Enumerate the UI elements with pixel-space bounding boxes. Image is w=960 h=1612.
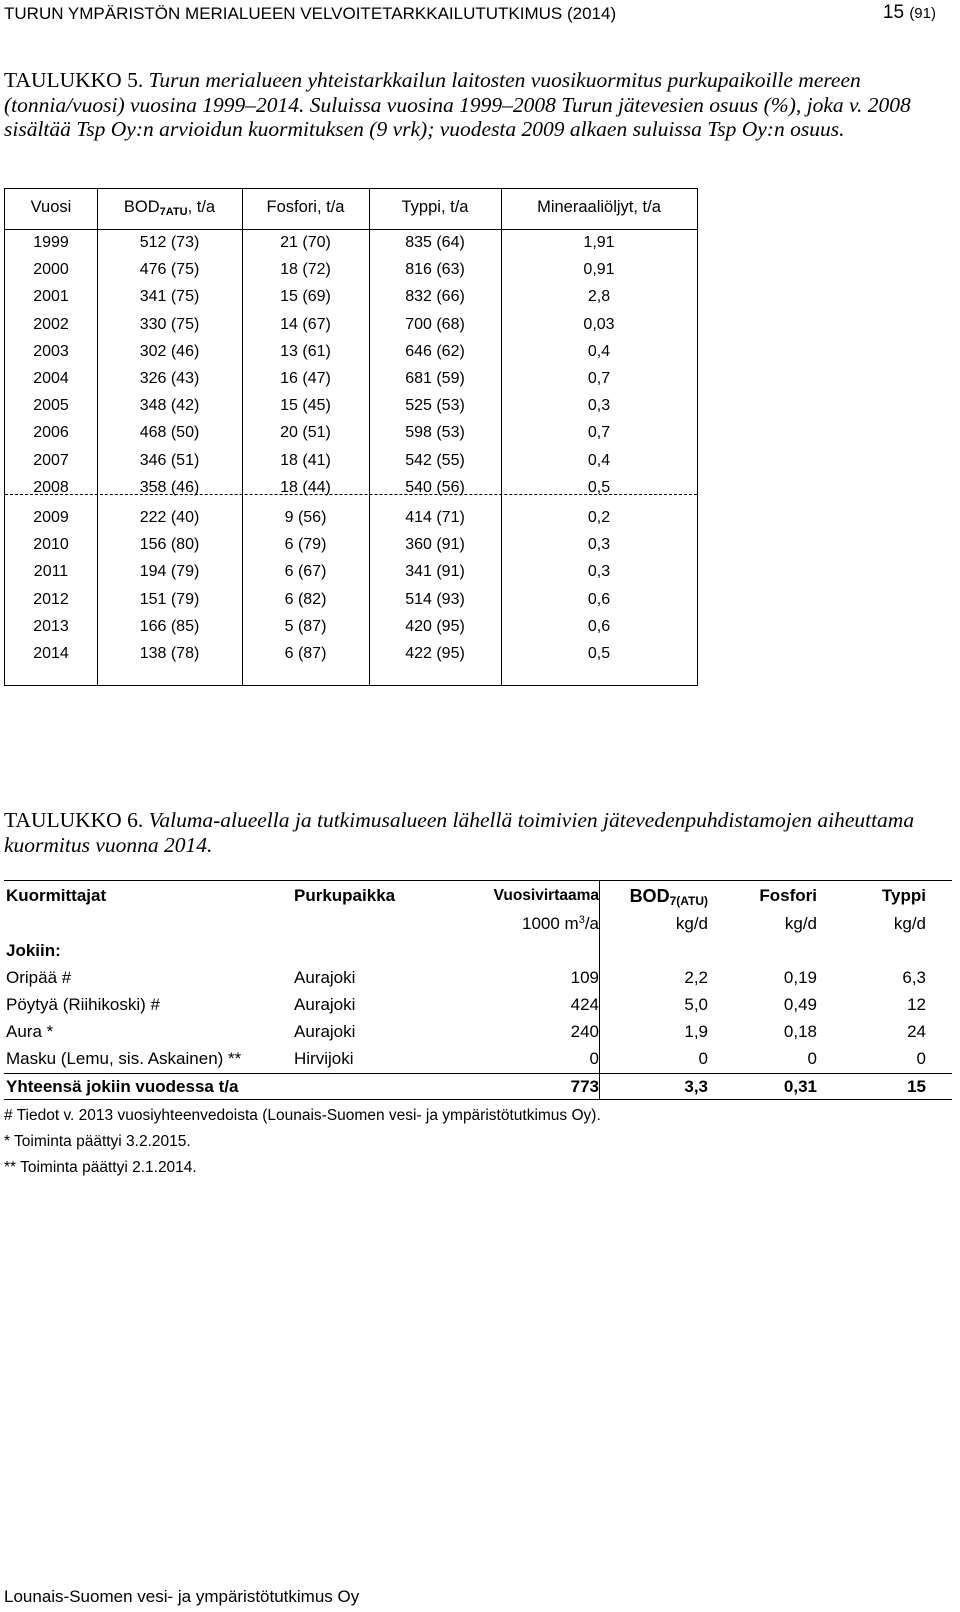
table5-cell-year: 2010 bbox=[33, 536, 69, 554]
table6-cell-phosphorus: 0,18 bbox=[783, 1022, 817, 1041]
table6-label: TAULUKKO 6. bbox=[4, 808, 144, 832]
table5-cell-year: 2008 bbox=[33, 478, 69, 496]
table5-cell-phosphorus: 14 (67) bbox=[280, 315, 331, 333]
table5-cell-bod: 151 (79) bbox=[139, 590, 200, 608]
table5-cell-year: 2003 bbox=[33, 342, 69, 360]
table5-cell-phosphorus: 15 (45) bbox=[280, 397, 331, 415]
table5-cell-year: 2007 bbox=[33, 451, 69, 469]
table5-cell-nitrogen: 341 (91) bbox=[405, 563, 465, 581]
table5-cell-nitrogen: 681 (59) bbox=[405, 370, 465, 387]
table5-cell-phosphorus: 18 (41) bbox=[280, 451, 331, 469]
note-masku: ** Toiminta päättyi 2.1.2014. bbox=[4, 1159, 197, 1176]
header-year: Vuosi bbox=[30, 198, 72, 216]
table6-cell-outlet: Aurajoki bbox=[294, 968, 356, 987]
table5-cell-phosphorus: 20 (51) bbox=[280, 424, 331, 442]
table5-cell-oil: 0,4 bbox=[587, 342, 611, 360]
total-bod: 3,3 bbox=[684, 1077, 708, 1096]
table5-cell-bod: 326 (43) bbox=[139, 370, 200, 387]
unit-flow-sup: 3 bbox=[578, 914, 585, 926]
header-phosphorus: Fosfori, t/a bbox=[266, 198, 345, 216]
table5 bbox=[4, 188, 698, 686]
table5-cell-year: 2002 bbox=[33, 315, 69, 333]
table5-cell-oil: 0,91 bbox=[583, 261, 615, 279]
table5-cell-phosphorus: 9 (56) bbox=[284, 509, 327, 526]
table5-caption-text: Turun merialueen yhteistarkkailun laitosten vuosikuormitus purkupaikoille mereen (tonnia/vuosi) vuosina 1999–2014. Suluissa vuosina 1999–2008 Turun jätevesien osuus (%), joka v. 2008 sisältää Tsp Oy:n arvioidun kuormituksen (9 vrk); vuodesta 2009 alkaen suluissa Tsp Oy:n osuus. bbox=[4, 68, 911, 141]
table6-cell-flow: 424 bbox=[570, 995, 599, 1014]
table6-caption-text: Valuma-alueella ja tutkimusalueen lähellä toimivien jätevedenpuhdistamojen aiheuttama kuormitus vuonna 2014. bbox=[4, 808, 915, 857]
table6-cell-bod: 0 bbox=[698, 1049, 708, 1068]
table5-cell-oil: 0,3 bbox=[587, 397, 611, 415]
table5-cell-phosphorus: 6 (82) bbox=[284, 590, 327, 608]
table5-cell-nitrogen: 525 (53) bbox=[405, 397, 465, 415]
header-outlet: Purkupaikka bbox=[294, 886, 396, 905]
table6-cell-loader: Aura * bbox=[6, 1022, 54, 1041]
header-nitrogen: Typpi bbox=[881, 886, 926, 905]
col-divider bbox=[599, 880, 600, 1099]
table5-cell-phosphorus: 6 (87) bbox=[284, 645, 327, 662]
table6-cell-outlet: Aurajoki bbox=[294, 1022, 356, 1041]
table5-cell-bod: 222 (40) bbox=[139, 509, 200, 526]
table5-cell-bod: 346 (51) bbox=[139, 451, 200, 469]
table6-cell-phosphorus: 0,19 bbox=[783, 968, 817, 987]
table6-cell-nitrogen: 6,3 bbox=[902, 968, 926, 987]
header-bod-unit: , t/a bbox=[187, 198, 216, 216]
table5-cell-oil: 0,2 bbox=[587, 509, 611, 526]
table5-cell-phosphorus: 6 (79) bbox=[284, 536, 327, 554]
total-label: Yhteensä jokiin vuodessa t/a bbox=[6, 1077, 239, 1096]
header-bod-text: BOD bbox=[629, 886, 670, 906]
table6-total-rule bbox=[4, 1073, 952, 1074]
header-bod bbox=[97, 198, 242, 218]
table5-cell-nitrogen: 414 (71) bbox=[405, 509, 465, 526]
table5-cell-nitrogen: 360 (91) bbox=[405, 536, 465, 554]
unit-bod: kg/d bbox=[675, 914, 708, 933]
table5-cell-nitrogen: 646 (62) bbox=[405, 342, 465, 360]
table6-cell-nitrogen: 24 bbox=[907, 1022, 926, 1041]
table6-cell-nitrogen: 12 bbox=[907, 995, 926, 1014]
header-oil: Mineraaliöljyt, t/a bbox=[537, 198, 661, 216]
table6-cell-bod: 1,9 bbox=[684, 1022, 708, 1041]
table5-cell-bod: 302 (46) bbox=[139, 342, 200, 360]
table5-cell-bod: 512 (73) bbox=[139, 234, 200, 251]
running-header-title: TURUN YMPÄRISTÖN MERIALUEEN VELVOITETARKKAILUTUTKIMUS (2014) bbox=[4, 4, 617, 23]
table5-cell-nitrogen: 816 (63) bbox=[405, 261, 465, 279]
header-separator bbox=[5, 229, 697, 230]
unit-flow-prefix: 1000 m bbox=[521, 914, 579, 933]
page-total: (91) bbox=[909, 5, 936, 22]
table6-cell-bod: 2,2 bbox=[684, 968, 708, 987]
table5-cell-nitrogen: 835 (64) bbox=[405, 234, 465, 251]
table5-cell-oil: 1,91 bbox=[583, 234, 615, 251]
table5-label: TAULUKKO 5. bbox=[4, 68, 144, 92]
table5-cell-phosphorus: 21 (70) bbox=[280, 234, 331, 251]
table5-cell-oil: 0,5 bbox=[587, 645, 611, 662]
table6-cell-flow: 0 bbox=[589, 1049, 599, 1068]
table5-cell-oil: 2,8 bbox=[587, 288, 611, 306]
table5-cell-year: 2009 bbox=[33, 509, 69, 526]
header-flow: Vuosivirtaama bbox=[493, 887, 599, 904]
table5-cell-oil: 0,03 bbox=[583, 315, 615, 333]
table5-cell-phosphorus: 18 (72) bbox=[280, 261, 331, 279]
table6-cell-phosphorus: 0 bbox=[807, 1049, 817, 1068]
table5-cell-oil: 0,6 bbox=[587, 590, 611, 608]
table5-cell-nitrogen: 540 (56) bbox=[405, 478, 465, 496]
table5-cell-year: 2013 bbox=[33, 617, 69, 635]
unit-flow-suffix: /a bbox=[584, 914, 599, 933]
table5-cell-oil: 0,3 bbox=[587, 536, 611, 554]
table5-cell-year: 2006 bbox=[33, 424, 69, 442]
table5-cell-phosphorus: 18 (44) bbox=[280, 478, 331, 496]
table5-cell-year: 2000 bbox=[33, 261, 69, 279]
table5-cell-nitrogen: 832 (66) bbox=[405, 288, 465, 306]
table6-cell-outlet: Hirvijoki bbox=[294, 1049, 354, 1068]
table5-cell-year: 1999 bbox=[33, 234, 69, 251]
table5-cell-year: 2011 bbox=[33, 563, 69, 581]
table5-cell-phosphorus: 13 (61) bbox=[280, 342, 331, 360]
table5-cell-oil: 0,4 bbox=[587, 451, 611, 469]
table6-top-rule bbox=[4, 880, 952, 881]
header-bod bbox=[630, 886, 708, 908]
table5-cell-year: 2014 bbox=[33, 645, 69, 662]
header-bod-sub: 7(ATU) bbox=[669, 894, 708, 908]
unit-flow bbox=[522, 914, 599, 934]
header-bod-text: BOD bbox=[123, 198, 160, 216]
table5-cell-bod: 156 (80) bbox=[139, 536, 200, 554]
header-phosphorus: Fosfori bbox=[759, 886, 817, 905]
table5-cell-year: 2001 bbox=[33, 288, 69, 306]
table5-cell-bod: 476 (75) bbox=[139, 261, 200, 279]
table6-cell-loader: Pöytyä (Riihikoski) # bbox=[6, 995, 160, 1014]
table6-cell-phosphorus: 0,49 bbox=[783, 995, 817, 1014]
table6-cell-flow: 240 bbox=[570, 1022, 599, 1041]
table5-cell-nitrogen: 598 (53) bbox=[405, 424, 465, 442]
table5-caption bbox=[4, 68, 952, 142]
page-current: 15 bbox=[882, 2, 905, 23]
page-footer: Lounais-Suomen vesi- ja ympäristötutkimus Oy bbox=[4, 1587, 360, 1606]
table5-cell-bod: 330 (75) bbox=[139, 315, 200, 333]
header-bod-sub: 7ATU bbox=[159, 206, 188, 218]
table6-cell-nitrogen: 0 bbox=[916, 1049, 926, 1068]
table6-cell-outlet: Aurajoki bbox=[294, 995, 356, 1014]
table6-cell-flow: 109 bbox=[570, 968, 599, 987]
total-phosphorus: 0,31 bbox=[783, 1077, 817, 1096]
group-label: Jokiin: bbox=[6, 941, 61, 960]
table6-cell-bod: 5,0 bbox=[684, 995, 708, 1014]
table5-cell-oil: 0,6 bbox=[587, 617, 611, 635]
table6-caption bbox=[4, 808, 952, 857]
table5-cell-bod: 341 (75) bbox=[139, 288, 200, 306]
unit-nitrogen: kg/d bbox=[893, 914, 926, 933]
table5-cell-bod: 138 (78) bbox=[139, 645, 200, 662]
table5-cell-bod: 468 (50) bbox=[139, 424, 200, 442]
table6-cell-loader: Oripää # bbox=[6, 968, 72, 987]
table5-cell-nitrogen: 514 (93) bbox=[405, 590, 465, 608]
table5-cell-year: 2012 bbox=[33, 590, 69, 608]
table5-cell-phosphorus: 6 (67) bbox=[284, 563, 327, 581]
header-loader: Kuormittajat bbox=[6, 886, 107, 905]
note-source: # Tiedot v. 2013 vuosiyhteenvedoista (Lounais-Suomen vesi- ja ympäristötutkimus Oy). bbox=[4, 1107, 601, 1124]
total-flow: 773 bbox=[570, 1077, 599, 1096]
table5-cell-year: 2005 bbox=[33, 397, 69, 415]
page-number bbox=[883, 2, 936, 24]
total-nitrogen: 15 bbox=[907, 1077, 926, 1096]
table5-cell-phosphorus: 5 (87) bbox=[284, 617, 327, 635]
table5-cell-oil: 0,7 bbox=[587, 424, 611, 442]
table6-bottom-rule bbox=[4, 1099, 952, 1100]
unit-phosphorus: kg/d bbox=[784, 914, 817, 933]
table5-cell-oil: 0,7 bbox=[587, 370, 611, 387]
table5-cell-oil: 0,3 bbox=[587, 563, 611, 581]
table5-cell-year: 2004 bbox=[33, 370, 69, 387]
table5-cell-bod: 358 (46) bbox=[139, 478, 200, 496]
table5-cell-bod: 348 (42) bbox=[139, 397, 200, 415]
table5-cell-nitrogen: 700 (68) bbox=[405, 315, 465, 333]
table5-cell-nitrogen: 422 (95) bbox=[405, 645, 465, 662]
table5-cell-nitrogen: 420 (95) bbox=[405, 617, 465, 635]
table5-cell-bod: 166 (85) bbox=[139, 617, 200, 635]
table5-cell-nitrogen: 542 (55) bbox=[405, 451, 465, 469]
table6-cell-loader: Masku (Lemu, sis. Askainen) ** bbox=[6, 1049, 242, 1068]
table5-cell-bod: 194 (79) bbox=[139, 563, 200, 581]
table5-cell-phosphorus: 16 (47) bbox=[280, 370, 331, 387]
header-nitrogen: Typpi, t/a bbox=[401, 198, 469, 216]
note-aura: * Toiminta päättyi 3.2.2015. bbox=[4, 1133, 191, 1150]
table5-cell-oil: 0,5 bbox=[587, 478, 611, 496]
table5-cell-phosphorus: 15 (69) bbox=[280, 288, 331, 306]
